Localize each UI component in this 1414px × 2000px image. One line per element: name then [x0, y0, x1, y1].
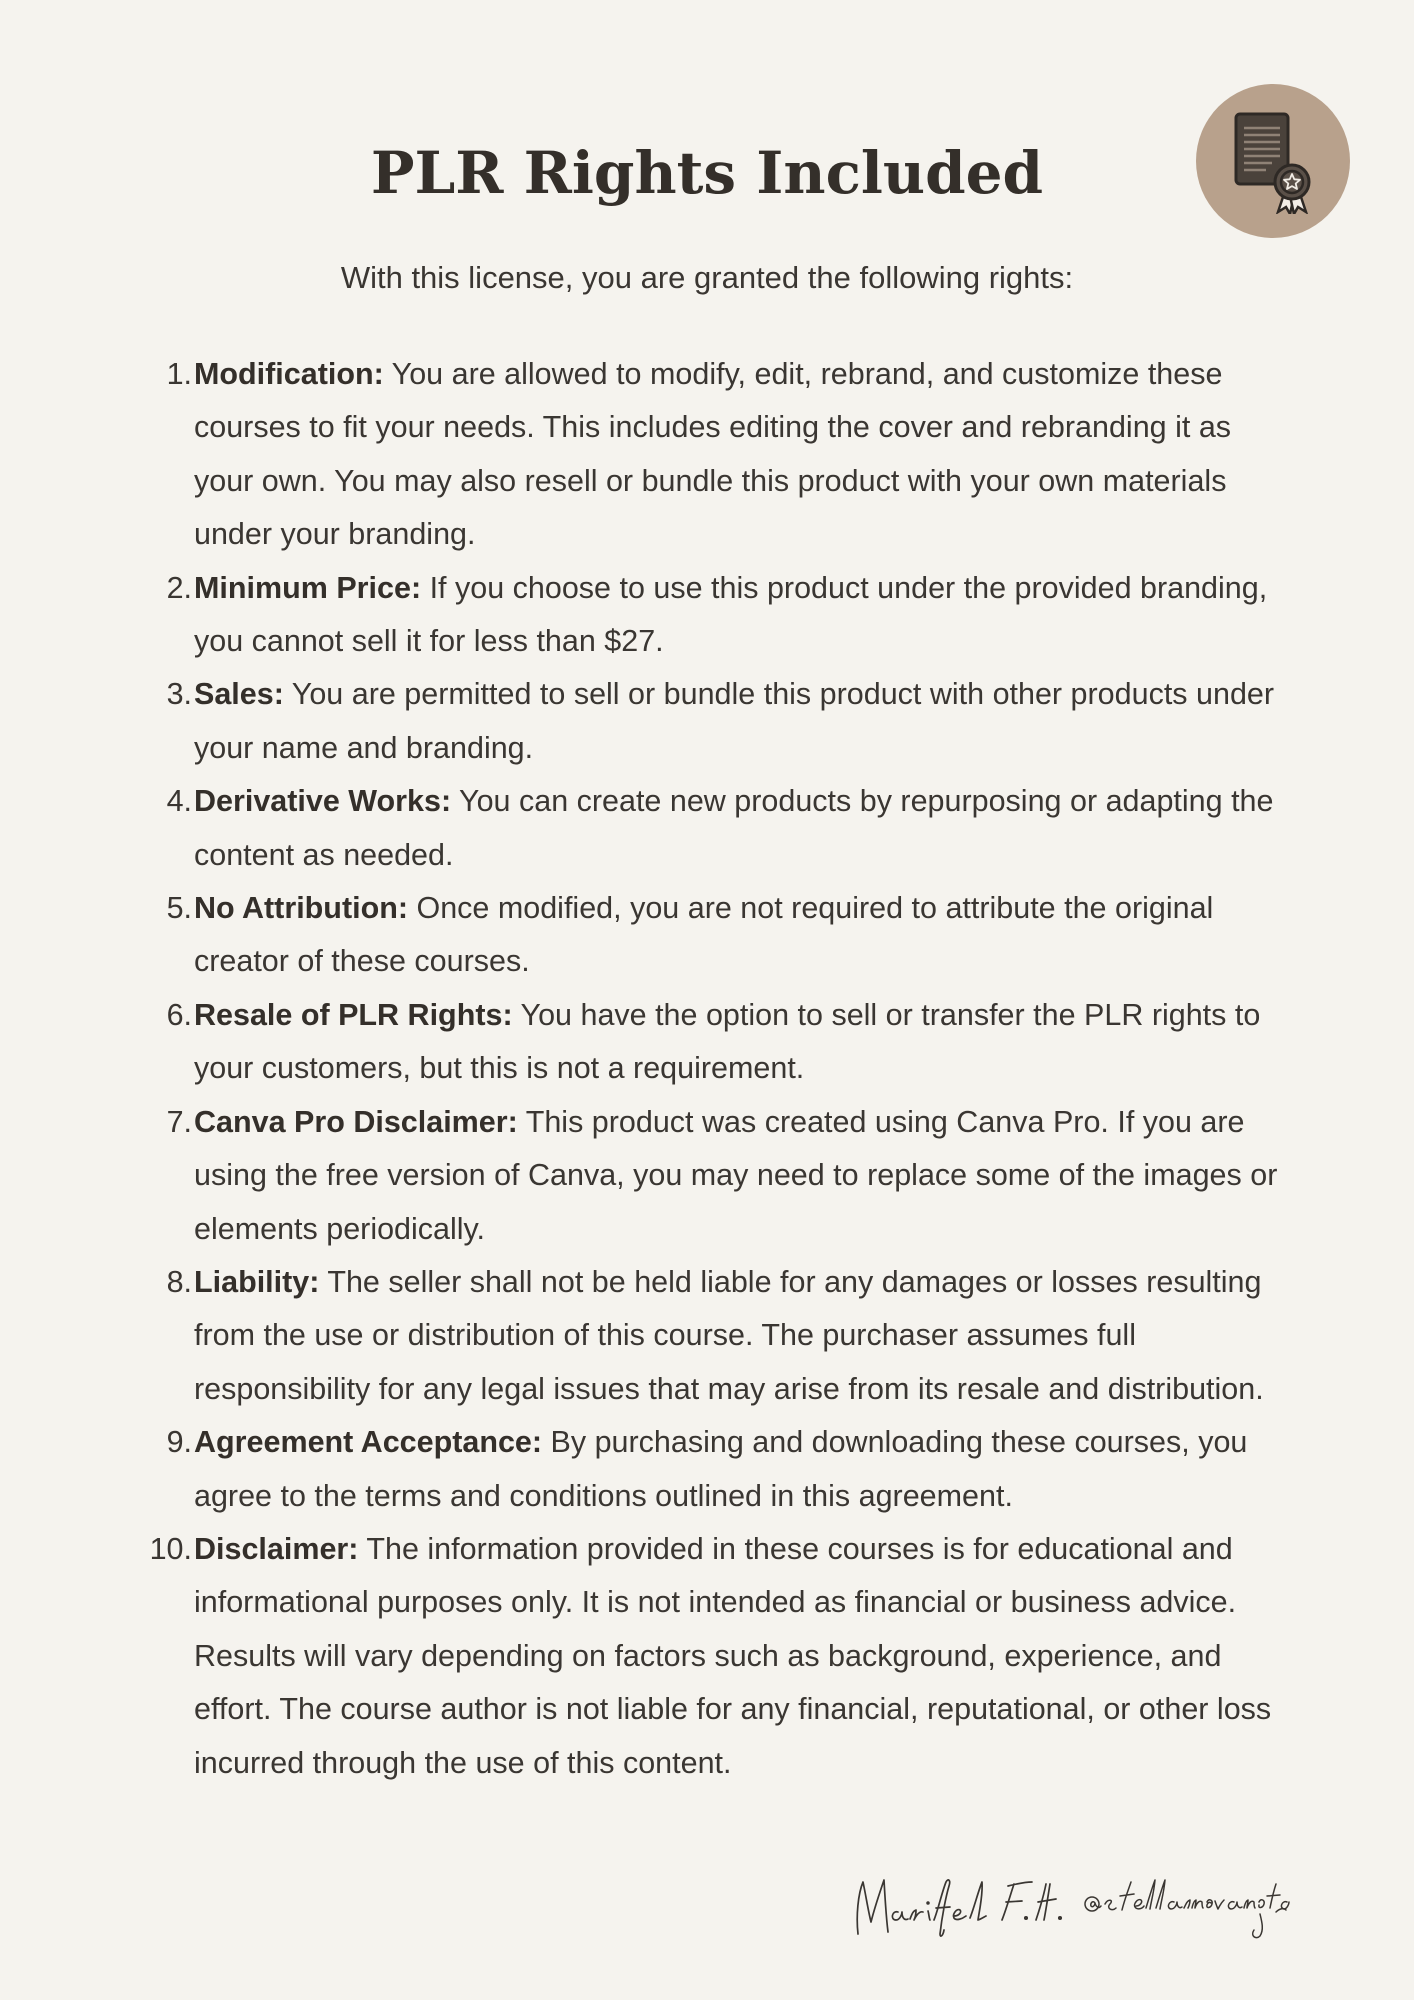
- list-item: [166, 989, 1294, 1096]
- list-item-number: 8.: [166, 1264, 192, 1299]
- right-term: No Attribution:: [194, 891, 408, 926]
- list-item: [166, 1416, 1294, 1523]
- list-item-number: 4.: [166, 784, 192, 819]
- list-item-number: 7.: [166, 1104, 192, 1139]
- right-description: You are permitted to sell or bundle this product with other products under your name and branding.: [194, 677, 1275, 765]
- list-item-number: 6.: [166, 997, 192, 1032]
- list-item-number: 9.: [166, 1425, 192, 1460]
- right-description: By purchasing and downloading these courses, you agree to the terms and conditions outlined in this agreement.: [194, 1425, 1248, 1513]
- handwritten-signature: [850, 1872, 1290, 1942]
- list-item-number: 3.: [166, 677, 192, 712]
- right-term: Modification:: [194, 357, 384, 391]
- list-item: [166, 1256, 1294, 1416]
- list-item: [149, 1523, 1294, 1790]
- signature-name: [857, 1880, 1061, 1936]
- right-description: The seller shall not be held liable for any damages or losses resulting from the use or distribution of this course. The purchaser assumes full responsibility for any legal issues that may arise from its resale and distribution.: [194, 1264, 1264, 1406]
- right-term: Disclaimer:: [194, 1531, 359, 1566]
- right-description: You are allowed to modify, edit, rebrand, and customize these courses to fit your needs. This includes editing the cover and rebranding it as your own. You may also resell or bundle this product with your own materials under your branding.: [194, 357, 1232, 552]
- right-term: Agreement Acceptance:: [194, 1425, 543, 1460]
- right-description: The information provided in these courses is for educational and informational purposes only. It is not intended as financial or business advice. Results will vary depending on factors such as background, experience, and effort. The course author is not liable for any financial, reputational, or other loss incurred through the use of this content.: [194, 1531, 1272, 1780]
- right-description: This product was created using Canva Pro. If you are using the free version of Canva, you may need to replace some of the images or elements periodically.: [194, 1104, 1278, 1246]
- right-term: Resale of PLR Rights:: [194, 997, 513, 1032]
- right-term: Liability:: [194, 1264, 320, 1299]
- list-item-number: 1.: [166, 357, 192, 391]
- intro-text: With this license, you are granted the following rights:: [340, 260, 1074, 295]
- list-item: [166, 668, 1294, 775]
- list-item: [166, 882, 1294, 989]
- list-item-number: 5.: [166, 891, 192, 926]
- rights-list: [149, 348, 1294, 1790]
- page-title: PLR Rights Included: [370, 139, 1044, 207]
- signature-handle: [1085, 1880, 1289, 1938]
- list-item: [166, 348, 1294, 562]
- list-item: [166, 775, 1294, 882]
- right-term: Canva Pro Disclaimer:: [194, 1104, 518, 1139]
- right-description: Once modified, you are not required to attribute the original creator of these courses.: [194, 891, 1214, 979]
- right-term: Minimum Price:: [194, 570, 422, 605]
- right-description: You have the option to sell or transfer the PLR rights to your customers, but this is not a requirement.: [194, 997, 1261, 1086]
- list-item: [166, 1096, 1294, 1256]
- list-item: [166, 562, 1294, 669]
- right-description: You can create new products by repurposing or adapting the content as needed.: [194, 784, 1274, 872]
- list-item-number: 10.: [149, 1531, 192, 1566]
- list-item-number: 2.: [166, 570, 192, 605]
- right-term: Derivative Works:: [194, 784, 452, 819]
- right-term: Sales:: [194, 677, 284, 712]
- right-description: If you choose to use this product under the provided branding, you cannot sell it for less than $27.: [194, 570, 1268, 659]
